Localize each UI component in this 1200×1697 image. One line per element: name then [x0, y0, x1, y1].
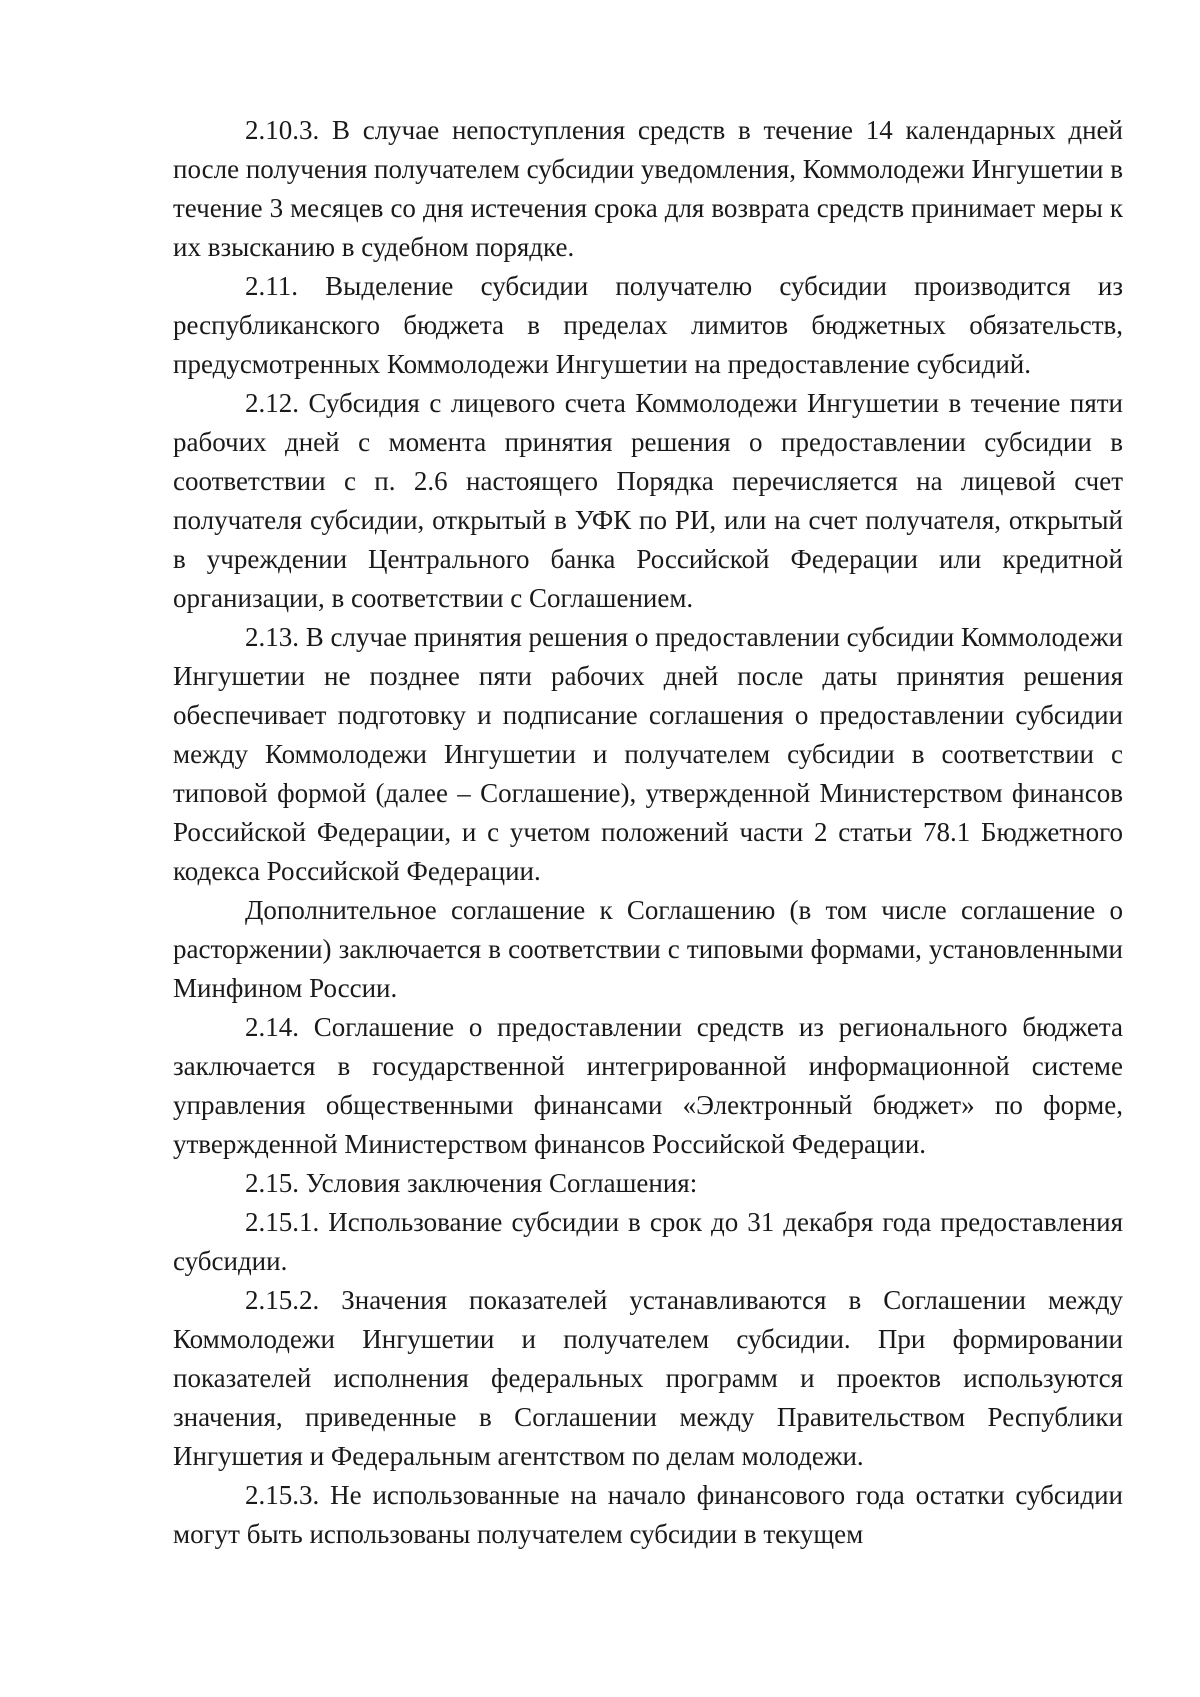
paragraph-2-14: 2.14. Соглашение о предоставлении средств из регионального бюджета заключается в государственной интегрированной информационной системе управления общественными финансами «Электронный бюджет» по форме, утвержденной Министерством финансов Российской Федерации. — [173, 1012, 1123, 1159]
paragraph-2-11: 2.11. Выделение субсидии получателю субсидии производится из республиканского бюджета в пределах лимитов бюджетных обязательств, предусмотренных Коммолодежи Ингушетии на предоставление субсидий. — [173, 271, 1123, 379]
paragraph-2-15: 2.15. Условия заключения Соглашения: — [245, 1168, 698, 1198]
document-page — [173, 111, 1123, 1554]
paragraph-2-10-3: 2.10.3. В случае непоступления средств в течение 14 календарных дней после получения получателем субсидии уведомления, Коммолодежи Ингушетии в течение 3 месяцев со дня истечения срока для возврата средств принимает меры к их взысканию в судебном порядке. — [173, 115, 1123, 262]
paragraph-2-15-2: 2.15.2. Значения показателей устанавливаются в Соглашении между Коммолодежи Ингушетии и получателем субсидии. При формировании показателей исполнения федеральных программ и проектов используются значения, приведенные в Соглашении между Правительством Республики Ингушетия и Федеральным агентством по делам молодежи. — [173, 1285, 1123, 1471]
paragraph-2-15-3: 2.15.3. Не использованные на начало финансового года остатки субсидии могут быть использованы получателем субсидии в текущем — [173, 1480, 1123, 1549]
paragraph-additional-agreement: Дополнительное соглашение к Соглашению (в том числе соглашение о расторжении) заключается в соответствии с типовыми формами, установленными Минфином России. — [173, 895, 1123, 1003]
paragraph-2-13: 2.13. В случае принятия решения о предоставлении субсидии Коммолодежи Ингушетии не позднее пяти рабочих дней после даты принятия решения обеспечивает подготовку и подписание соглашения о предоставлении субсидии между Коммолодежи Ингушетии и получателем субсидии в соответствии с типовой формой (далее – Соглашение), утвержденной Министерством финансов Российской Федерации, и с учетом положений части 2 статьи 78.1 Бюджетного кодекса Российской Федерации. — [173, 622, 1123, 886]
paragraph-2-15-1: 2.15.1. Использование субсидии в срок до 31 декабря года предоставления субсидии. — [173, 1207, 1123, 1276]
paragraph-2-12: 2.12. Субсидия с лицевого счета Коммолодежи Ингушетии в течение пяти рабочих дней с момента принятия решения о предоставлении субсидии в соответствии с п. 2.6 настоящего Порядка перечисляется на лицевой счет получателя субсидии, открытый в УФК по РИ, или на счет получателя, открытый в учреждении Центрального банка Российской Федерации или кредитной организации, в соответствии с Соглашением. — [173, 388, 1123, 613]
